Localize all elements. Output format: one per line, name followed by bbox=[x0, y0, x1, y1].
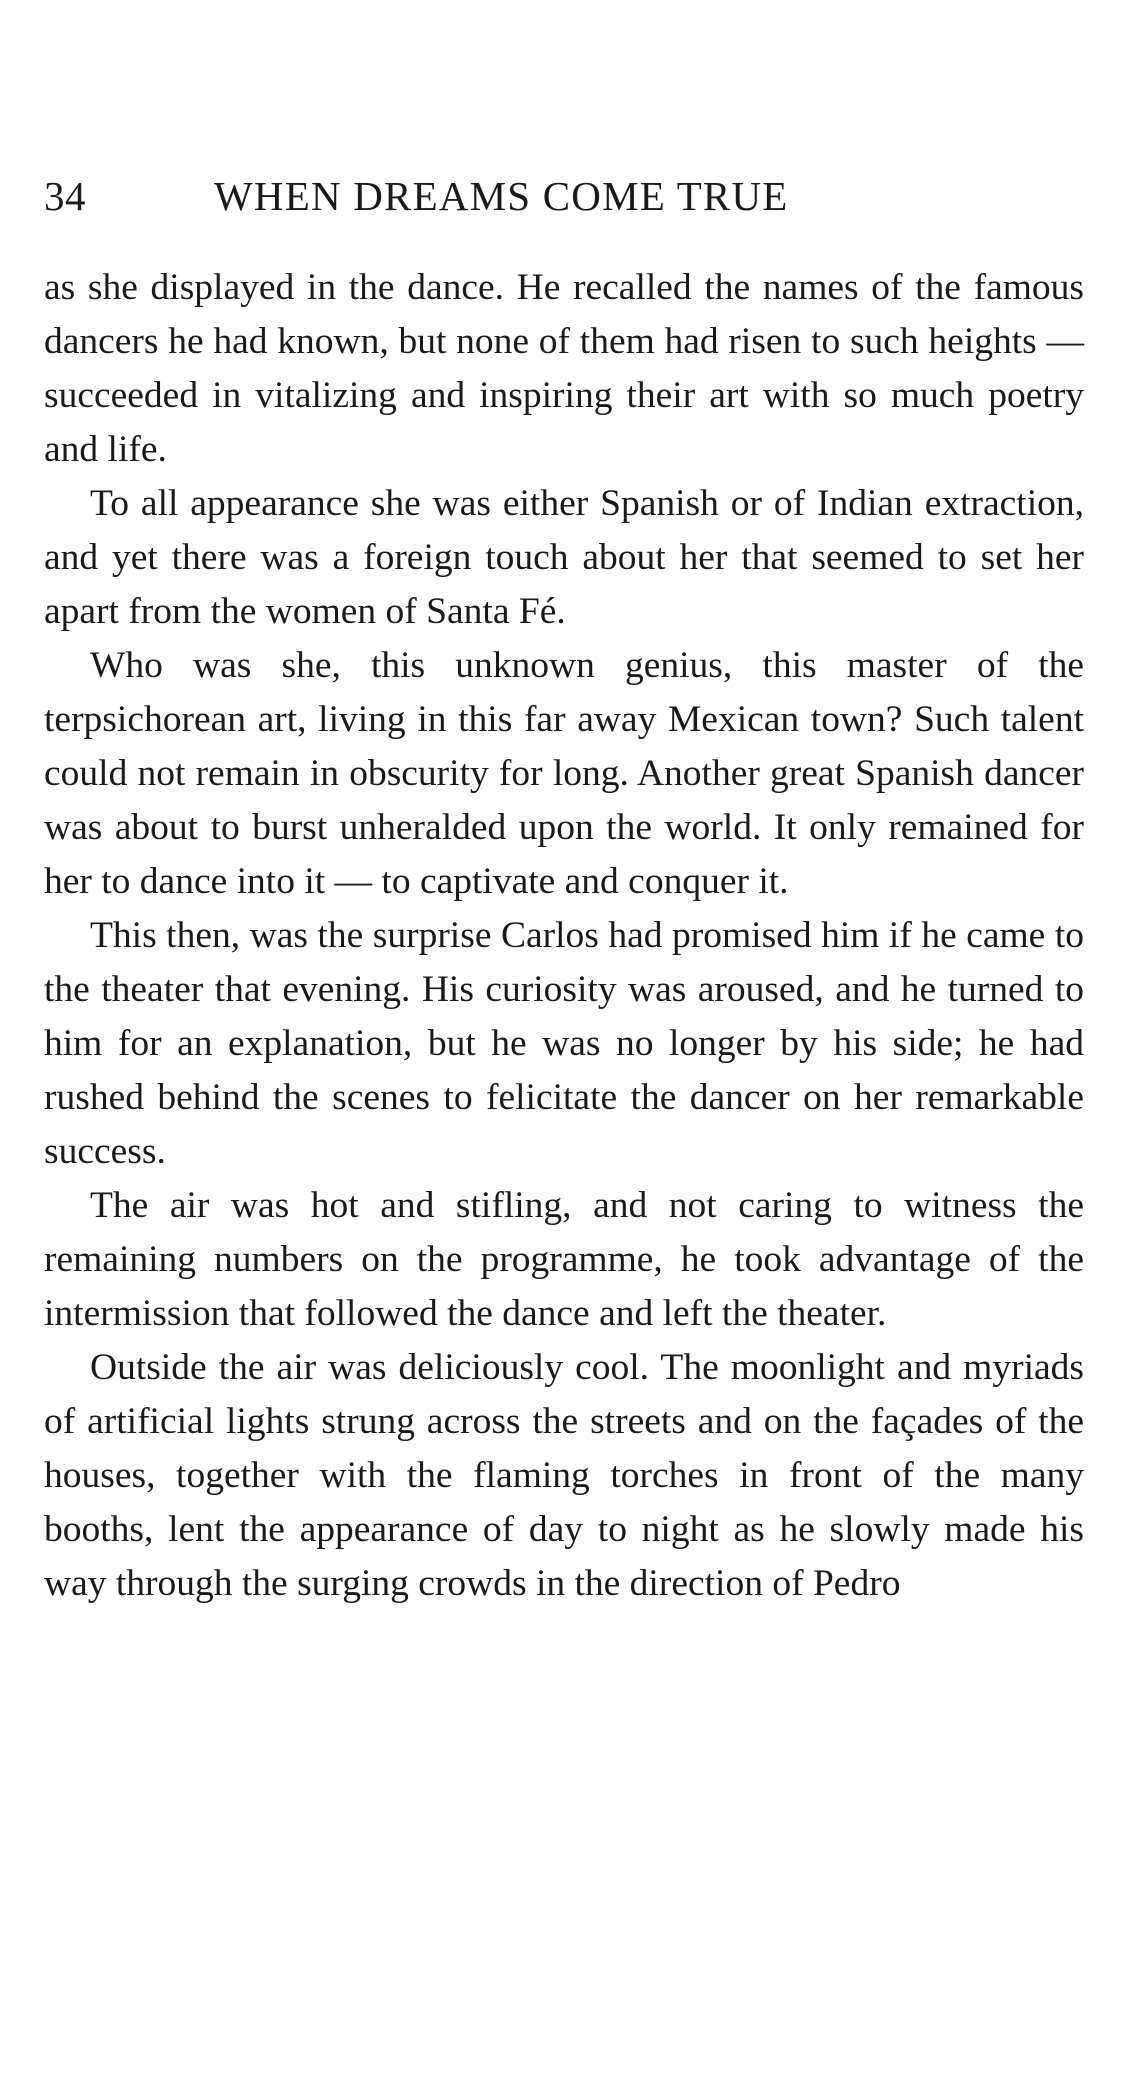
paragraph: To all appearance she was either Spanish or of Indian extraction, and yet there was a foreign touch about her that seemed to set her apart from the women of Santa Fé. bbox=[44, 483, 1084, 632]
paragraph: Who was she, this unknown genius, this master of the terpsichorean art, living in this far away Mexican town? Such talent could not remain in obscurity for long. Another great Spanish dancer was about to burst unheralded upon the world. It only remained for her to dance into it — to captivate and conquer it. bbox=[44, 645, 1084, 902]
running-title: WHEN DREAMS COME TRUE bbox=[214, 173, 789, 219]
paragraph: as she displayed in the dance. He recalled the names of the famous dancers he had known, but none of them had risen to such heights — succeeded in vitalizing and inspiring their art with so much poetry and life. bbox=[44, 267, 1084, 470]
running-head bbox=[44, 172, 1094, 222]
paragraph: Outside the air was deliciously cool. The moonlight and myriads of artificial lights strung across the streets and on the façades of the houses, together with the flaming torches in front of the many booths, lent the appearance of day to night as he slowly made his way through the surging crowds in the direction of Pedro bbox=[44, 1347, 1084, 1604]
page-number: 34 bbox=[44, 173, 86, 219]
paragraph: The air was hot and stifling, and not caring to witness the remaining numbers on the programme, he took advantage of the intermission that followed the dance and left the theater. bbox=[44, 1185, 1084, 1334]
paragraph: This then, was the surprise Carlos had promised him if he came to the theater that evening. His curiosity was aroused, and he turned to him for an explanation, but he was no longer by his side; he had rushed behind the scenes to felicitate the dancer on her remarkable success. bbox=[44, 915, 1084, 1172]
body-text bbox=[44, 261, 1084, 1611]
